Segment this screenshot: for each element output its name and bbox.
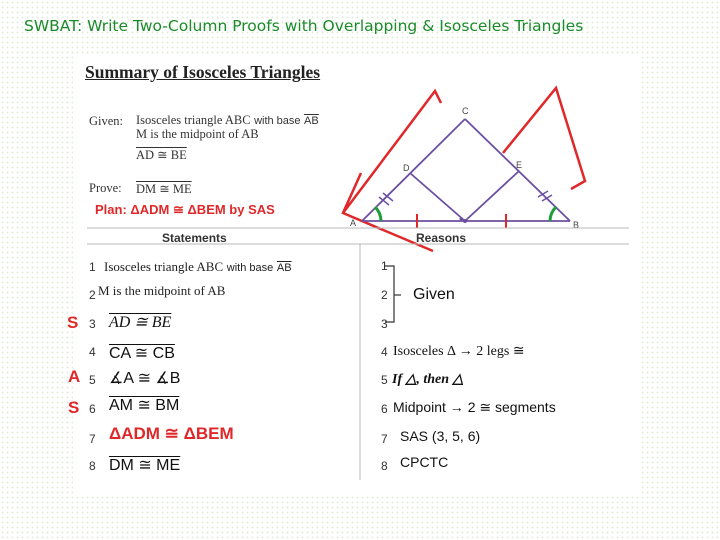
vertex-label-c: C (462, 106, 469, 116)
given-statement-2: M is the midpoint of AB (136, 127, 259, 141)
summary-title: Summary of Isosceles Triangles (85, 62, 321, 82)
sas-letter-side: S (67, 313, 79, 332)
reason-6: Midpoint → 2 ≅ segments (393, 399, 556, 415)
sas-letter-side: S (68, 398, 80, 417)
statement-number: 1 (89, 260, 96, 274)
reason-given: Given (413, 286, 455, 303)
content-panel (67, 55, 640, 495)
statement-1 (104, 259, 292, 275)
reason-7: SAS (3, 5, 6) (400, 428, 481, 444)
statement-7: ΔADM ≅ ΔBEM (109, 424, 234, 443)
prove-label: Prove: (89, 181, 122, 195)
statement-2: M is the midpoint of AB (98, 283, 226, 298)
statements-header: Statements (162, 231, 227, 245)
reason-number: 7 (381, 432, 388, 446)
vertex-label-d: D (403, 163, 410, 173)
reason-number: 3 (381, 317, 388, 331)
plan-statement: Plan: ΔADM ≅ ΔBEM by SAS (95, 202, 275, 217)
slide-title: SWBAT: Write Two-Column Proofs with Overlapping & Isosceles Triangles (24, 17, 584, 35)
sas-letter-angle: A (68, 367, 81, 386)
given-statement-3: AD ≅ BE (136, 148, 187, 162)
statement-number: 5 (89, 373, 96, 387)
statement-5: ∡A ≅ ∡B (109, 370, 181, 387)
given-label: Given: (89, 114, 124, 128)
reason-number: 5 (381, 373, 388, 387)
statement-4: CA ≅ CB (109, 345, 175, 362)
reason-number: 1 (381, 259, 388, 273)
statement-1-with-base: with base (226, 262, 274, 274)
reason-4: Isosceles Δ → 2 legs ≅ (393, 344, 525, 359)
reason-number: 2 (381, 288, 388, 302)
vertex-label-e: E (516, 160, 523, 170)
statement-number: 6 (89, 402, 96, 416)
reason-number: 8 (381, 459, 388, 473)
statement-number: 7 (89, 432, 96, 446)
prove-statement: DM ≅ ME (136, 182, 192, 196)
statement-1-text: Isosceles triangle ABC (104, 259, 224, 274)
statement-number: 3 (89, 317, 96, 331)
reason-number: 6 (381, 402, 388, 416)
statement-6: AM ≅ BM (109, 397, 180, 414)
statement-number: 8 (89, 459, 96, 473)
reason-number: 4 (381, 345, 388, 359)
reasons-header: Reasons (416, 231, 467, 245)
vertex-label-a: A (350, 218, 357, 228)
reason-5: If △, then △ (392, 372, 464, 387)
vertex-label-b: B (573, 220, 580, 230)
statement-number: 2 (89, 288, 96, 302)
statement-8: DM ≅ ME (109, 457, 181, 474)
given-line1-segment: $\overline{AB}$ (304, 115, 319, 127)
given-line1-with-base: with base (254, 115, 301, 127)
reason-8: CPCTC (400, 454, 449, 470)
statement-3: AD ≅ BE (109, 314, 172, 331)
statement-number: 4 (89, 345, 96, 359)
statement-1-segment: $\overline{AB}$ (276, 262, 292, 274)
given-line1-text: Isosceles triangle ABC (136, 113, 251, 127)
